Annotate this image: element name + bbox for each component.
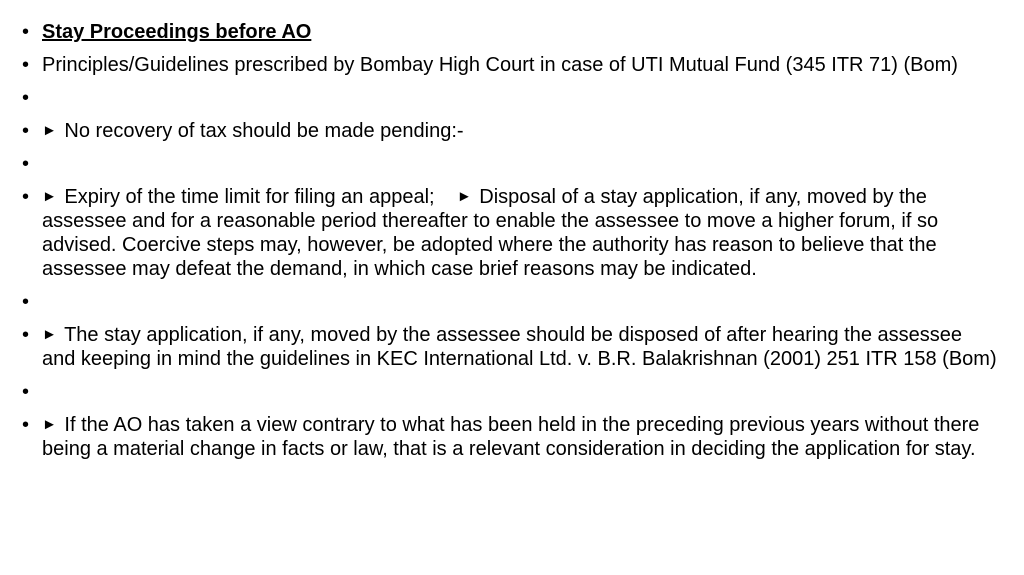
pointer-arrow-icon: ► — [42, 188, 57, 205]
list-item — [22, 185, 997, 281]
bullet-icon: • — [22, 21, 30, 43]
bullet-icon: • — [22, 87, 30, 109]
list-item-text: If the AO has taken a view contrary to what has been held in the preceding previous years without there being a material change in facts or law, that is a relevant consideration in deciding the application for stay. — [42, 414, 980, 460]
list-item-text: Principles/Guidelines prescribed by Bombay High Court in case of UTI Mutual Fund (345 ITR 71) (Bom) — [42, 54, 958, 76]
list-item — [22, 323, 997, 371]
bullet-icon: • — [22, 186, 30, 208]
pointer-arrow-icon: ► — [456, 188, 472, 205]
bullet-icon: • — [22, 291, 30, 313]
list-item-text: The stay application, if any, moved by the assessee should be disposed of after hearing the assessee and keeping in mind the guidelines in KEC International Ltd. v. B.R. Balakrishnan (2001) 251 ITR 158 (Bom) — [42, 324, 997, 370]
bullet-icon: • — [22, 54, 30, 76]
pointer-arrow-icon: ► — [42, 122, 57, 139]
list-item-empty — [22, 290, 997, 314]
list-item-empty — [22, 380, 997, 404]
bullet-icon: • — [22, 381, 30, 403]
list-item — [22, 413, 997, 461]
list-item-text: Expiry of the time limit for filing an appeal; — [64, 186, 435, 208]
list-item-heading — [22, 20, 997, 44]
list-item — [22, 53, 997, 77]
section-heading: Stay Proceedings before AO — [42, 21, 312, 43]
bullet-icon: • — [22, 120, 30, 142]
list-item-empty — [22, 86, 997, 110]
pointer-arrow-icon: ► — [42, 326, 57, 343]
list-item — [22, 119, 997, 143]
list-item-empty — [22, 152, 997, 176]
list-item-text: No recovery of tax should be made pending:- — [64, 120, 464, 142]
list-item-text: Disposal of a stay application, if any, moved by the assessee and for a reasonable period thereafter to enable the assessee to move a higher forum, if so advised. Coercive steps may, however, be adopted where the authority has reason to believe that the assessee may defeat the demand, in which case brief reasons may be indicated. — [42, 186, 939, 280]
pointer-arrow-icon: ► — [42, 416, 57, 433]
bullet-list — [22, 20, 997, 470]
bullet-icon: • — [22, 414, 30, 436]
bullet-icon: • — [22, 153, 30, 175]
bullet-icon: • — [22, 324, 30, 346]
